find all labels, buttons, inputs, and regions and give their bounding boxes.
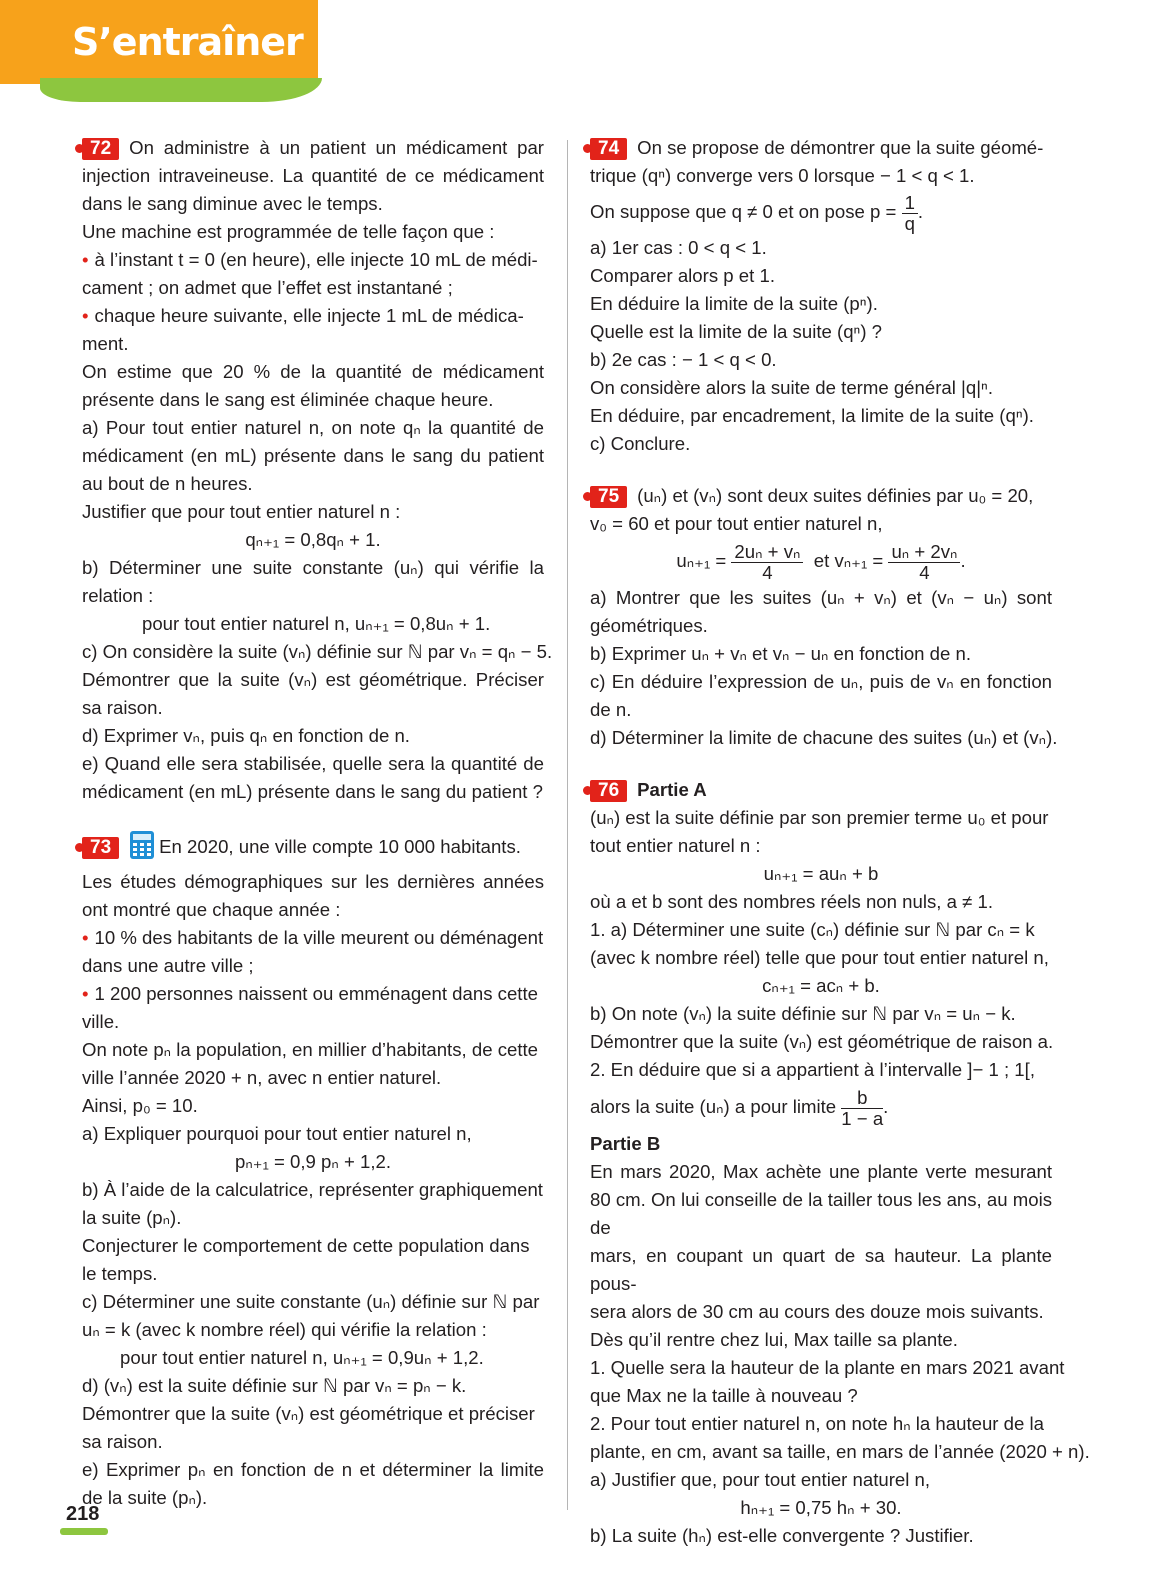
text-line: que Max ne la taille à nouveau ? (590, 1385, 858, 1406)
text-line: à l’instant t = 0 (en heure), elle injecte 10 mL de médi- (94, 249, 538, 270)
exercise-number: 74 (590, 138, 627, 160)
text-line: En déduire, par encadrement, la limite de la suite (qⁿ). (590, 405, 1034, 426)
text-line: e) Quand elle sera stabilisée, quelle sera la quantité de (82, 753, 544, 774)
formula: uₙ₊₁ = auₙ + b (763, 863, 879, 884)
text-line: ont montré que chaque année : (82, 899, 341, 920)
text-line: Conjecturer le comportement de cette population dans (82, 1235, 530, 1256)
text-line: En mars 2020, Max achète une plante verte mesurant (590, 1161, 1052, 1182)
text-line: dans le sang diminue avec le temps. (82, 193, 383, 214)
text-line: alors la suite (uₙ) a pour limite (590, 1096, 837, 1117)
fraction-1-over-q: $\frac{1}{q}$ (902, 193, 918, 234)
text-line: uₙ = k (avec k nombre réel) qui vérifie la relation : (82, 1319, 487, 1340)
calculator-icon (129, 830, 155, 868)
text-line: v₀ = 60 et pour tout entier naturel n, (590, 513, 883, 534)
text-line: trique (qⁿ) converge vers 0 lorsque − 1 < q < 1. (590, 165, 975, 186)
text-line: relation : (82, 585, 154, 606)
text-line: Démontrer que la suite (vₙ) est géométrique de raison a. (590, 1031, 1054, 1052)
exercise-number: 75 (590, 486, 627, 508)
formula: pour tout entier naturel n, uₙ₊₁ = 0,8uₙ + 1. (142, 613, 491, 634)
exercise-75 (590, 482, 1058, 752)
text-line: a) Montrer que les suites (uₙ + vₙ) et (vₙ − uₙ) sont (590, 587, 1052, 608)
text-line: médicament (en mL) présente dans le sang du patient (82, 445, 544, 466)
fraction-b-over-1-minus-a: $\frac{b}{1 - a}$ (841, 1086, 884, 1129)
text-line: 1 200 personnes naissent ou emménagent dans cette (94, 983, 538, 1004)
text-line: En déduire la limite de la suite (pⁿ). (590, 293, 878, 314)
text-line: Les études démographiques sur les dernières années (82, 871, 544, 892)
formula: uₙ₊₁ = $\frac{\text{2uₙ + vₙ}}{4}$ et vₙ₊₁ = $\frac{\text{uₙ + 2vₙ}}{4}$ . (676, 540, 966, 583)
text-line: où a et b sont des nombres réels non nuls, a ≠ 1. (590, 891, 993, 912)
text-line: Démontrer que la suite (vₙ) est géométrique et préciser (82, 1403, 535, 1424)
text-line: 80 cm. On lui conseille de la tailler tous les ans, au mois de (590, 1189, 1052, 1238)
text-line: présente dans le sang est éliminée chaque heure. (82, 389, 494, 410)
text-line: e) Exprimer pₙ en fonction de n et déterminer la limite (82, 1459, 544, 1480)
text-line: ville. (82, 1011, 120, 1032)
page-number: 218 (66, 1503, 100, 1525)
section-heading: Partie A (637, 779, 707, 800)
text-line: ment. (82, 333, 129, 354)
bullet-icon: • (82, 305, 89, 326)
text-line: On estime que 20 % de la quantité de médicament (82, 361, 544, 382)
text-line: tout entier naturel n : (590, 835, 761, 856)
text-line: Une machine est programmée de telle façon que : (82, 221, 495, 242)
bullet-icon: • (82, 927, 89, 948)
text-line: mars, en coupant un quart de sa hauteur. La plante pous- (590, 1245, 1052, 1294)
formula: cₙ₊₁ = acₙ + b. (762, 975, 880, 996)
text-line: c) On considère la suite (vₙ) définie sur ℕ par vₙ = qₙ − 5. (82, 641, 553, 662)
header-banner-accent (40, 78, 322, 102)
text-line: Comparer alors p et 1. (590, 265, 775, 286)
text-line: dans une autre ville ; (82, 955, 254, 976)
exercise-number: 73 (82, 837, 119, 859)
text-line: b) Exprimer uₙ + vₙ et vₙ − uₙ en fonction de n. (590, 643, 972, 664)
text-line: c) En déduire l’expression de uₙ, puis de vₙ en fonction (590, 671, 1052, 692)
text-line: sa raison. (82, 697, 163, 718)
text-line: au bout de n heures. (82, 473, 253, 494)
right-column (590, 134, 1090, 1550)
text-line: d) Déterminer la limite de chacune des suites (uₙ) et (vₙ). (590, 727, 1058, 748)
text-line: la suite (pₙ). (82, 1207, 182, 1228)
text-line: b) On note (vₙ) la suite définie sur ℕ par vₙ = uₙ − k. (590, 1003, 1016, 1024)
text-line: chaque heure suivante, elle injecte 1 mL de médica- (94, 305, 524, 326)
text-line: cament ; on admet que l’effet est instantané ; (82, 277, 453, 298)
text-line: sera alors de 30 cm au cours des douze mois suivants. (590, 1301, 1044, 1322)
text-line: On se propose de démontrer que la suite géomé- (637, 137, 1044, 158)
exercise-74: 74 On se propose de démontrer que la suite géomé- trique (qⁿ) converge vers 0 lorsque − 1 < q < 1. On suppose que q ≠ 0 et on pose p = $\frac{1}{q}$ . a) 1er cas : 0 < q < 1. Comparer alors p et 1. En déduire la limite de la suite (pⁿ). Quelle est la limite de la suite (qⁿ) ? b) 2e cas : − 1 < q < 0. On considère alors la suite de terme général |q|ⁿ. En déduire, par encadrement, la limite de la suite (qⁿ). c) Conclure. (590, 134, 1052, 458)
text-line: a) 1er cas : 0 < q < 1. (590, 237, 767, 258)
exercise-number: 76 (590, 780, 627, 802)
text-line: sa raison. (82, 1431, 163, 1452)
text-line: Justifier que pour tout entier naturel n : (82, 501, 401, 522)
text-line: On suppose que q ≠ 0 et on pose p = (590, 201, 897, 222)
text-line: 2. Pour tout entier naturel n, on note hₙ la hauteur de la (590, 1413, 1044, 1434)
formula: pₙ₊₁ = 0,9 pₙ + 1,2. (235, 1151, 391, 1172)
text-line: Dès qu’il rentre chez lui, Max taille sa plante. (590, 1329, 958, 1350)
page-title: S’entraîner (72, 20, 303, 64)
text-line: ville l’année 2020 + n, avec n entier naturel. (82, 1067, 442, 1088)
text-line: On note pₙ la population, en millier d’habitants, de cette (82, 1039, 539, 1060)
formula: qₙ₊₁ = 0,8qₙ + 1. (245, 529, 381, 550)
text-line: b) 2e cas : − 1 < q < 0. (590, 349, 777, 370)
exercise-72 (82, 134, 553, 806)
text-line: 2. En déduire que si a appartient à l’intervalle ]− 1 ; 1[, (590, 1059, 1035, 1080)
text-line: d) (vₙ) est la suite définie sur ℕ par vₙ = pₙ − k. (82, 1375, 467, 1396)
exercise-76: 76 Partie A (uₙ) est la suite définie par son premier terme u₀ et pour tout entier naturel n : uₙ₊₁ = auₙ + b où a et b sont des nombres réels non nuls, a ≠ 1. 1. a) Déterminer une suite (cₙ) définie sur ℕ par cₙ = k (avec k nombre réel) telle que pour tout entier naturel n, cₙ₊₁ = acₙ + b. b) On note (vₙ) la suite définie sur ℕ par vₙ = uₙ − k. Démontrer que la suite (vₙ) est géométrique de raison a. 2. En déduire que si a appartient à l’intervalle ]− 1 ; 1[, alors la suite (uₙ) a pour limite $\frac{b}{1 - a}$ . Partie B En mars 2020, Max achète une plante verte mesurant 80 cm. On lui conseille de la tailler tous les ans, au mois de mars, en coupant un quart de sa hauteur. La plante pous- sera alors de 30 cm au cours des douze mois suivants. Dès qu’il rentre chez lui, Max taille sa plante. 1. Quelle sera la hauteur de la plante en mars 2021 avant que Max ne la taille à nouveau ? 2. Pour tout entier naturel n, on note hₙ la hauteur de la plante, en cm, avant sa taille, en mars de l’année (2020 + n). a) Justifier que, pour tout entier naturel n, hₙ₊₁ = 0,75 hₙ + 30. b) La suite (hₙ) est-elle convergente ? Justifier. (590, 776, 1052, 1550)
column-divider (567, 140, 568, 1510)
text-line: plante, en cm, avant sa taille, en mars de l’année (2020 + n). (590, 1441, 1090, 1462)
formula: hₙ₊₁ = 0,75 hₙ + 30. (740, 1497, 902, 1518)
text-line: Ainsi, p₀ = 10. (82, 1095, 198, 1116)
text-line: 10 % des habitants de la ville meurent ou déménagent (94, 927, 544, 948)
text-line: 1. Quelle sera la hauteur de la plante en mars 2021 avant (590, 1357, 1065, 1378)
text-line: (uₙ) et (vₙ) sont deux suites définies par u₀ = 20, (637, 485, 1034, 506)
text-line: 1. a) Déterminer une suite (cₙ) définie sur ℕ par cₙ = k (590, 919, 1035, 940)
text-line: b) À l’aide de la calculatrice, représenter graphiquement (82, 1179, 543, 1200)
text-line: Quelle est la limite de la suite (qⁿ) ? (590, 321, 883, 342)
text-line: Démontrer que la suite (vₙ) est géométrique. Préciser (82, 669, 544, 690)
formula: pour tout entier naturel n, uₙ₊₁ = 0,9uₙ + 1,2. (120, 1347, 484, 1368)
text-line: de la suite (pₙ). (82, 1487, 208, 1508)
text-line: géométriques. (590, 615, 708, 636)
text-line: c) Déterminer une suite constante (uₙ) définie sur ℕ par (82, 1291, 540, 1312)
text-line: de n. (590, 699, 632, 720)
text-line: le temps. (82, 1263, 158, 1284)
text-line: d) Exprimer vₙ, puis qₙ en fonction de n. (82, 725, 410, 746)
text-line: c) Conclure. (590, 433, 691, 454)
text-line: a) Expliquer pourquoi pour tout entier naturel n, (82, 1123, 472, 1144)
text-line: b) Déterminer une suite constante (uₙ) qui vérifie la (82, 557, 544, 578)
exercise-number: 72 (82, 138, 119, 160)
text-line: injection intraveineuse. La quantité de ce médicament (82, 165, 544, 186)
text-line: a) Pour tout entier naturel n, on note qₙ la quantité de (82, 417, 544, 438)
bullet-icon: • (82, 249, 89, 270)
bullet-icon: • (82, 983, 89, 1004)
text-line: On administre à un patient un médicament par (129, 137, 544, 158)
left-column (82, 134, 553, 1512)
section-heading: Partie B (590, 1133, 661, 1154)
text-line: On considère alors la suite de terme général |q|ⁿ. (590, 377, 993, 398)
text-line: a) Justifier que, pour tout entier naturel n, (590, 1469, 931, 1490)
text-line: (avec k nombre réel) telle que pour tout entier naturel n, (590, 947, 1049, 968)
page-number-accent (60, 1528, 108, 1535)
text-line: (uₙ) est la suite définie par son premier terme u₀ et pour (590, 807, 1049, 828)
exercise-73 (82, 830, 544, 1512)
text-line: b) La suite (hₙ) est-elle convergente ? Justifier. (590, 1525, 974, 1546)
text-line: En 2020, une ville compte 10 000 habitants. (159, 836, 521, 857)
text-line: médicament (en mL) présente dans le sang du patient ? (82, 781, 543, 802)
